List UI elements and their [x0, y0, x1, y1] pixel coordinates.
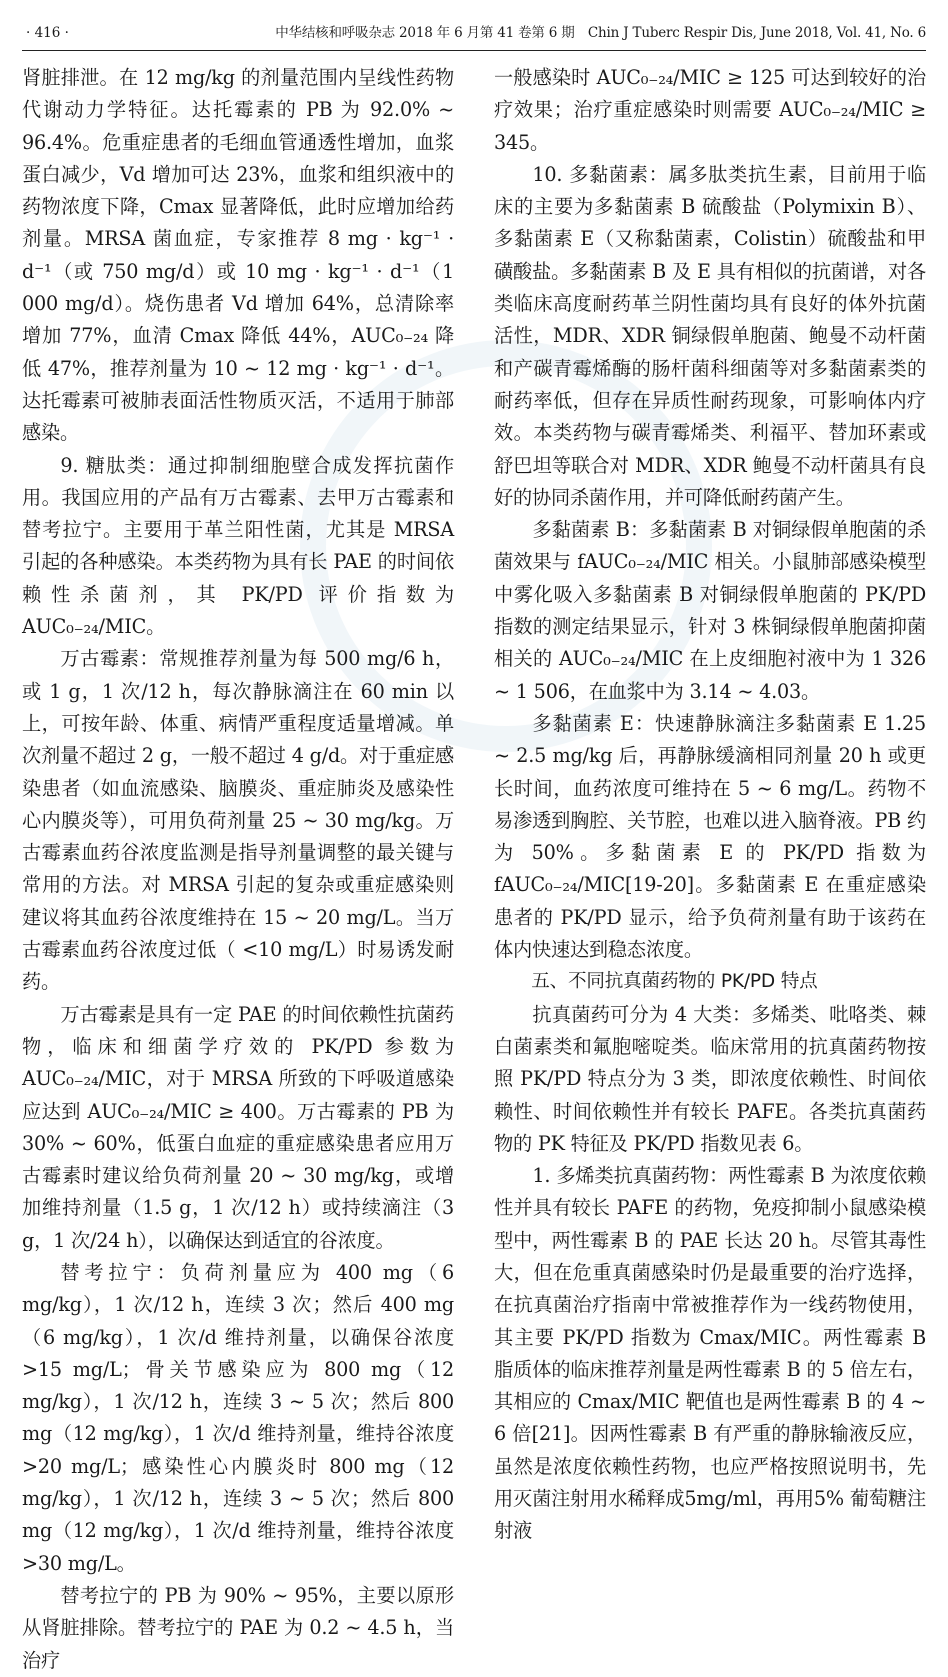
paragraph: 替考拉宁的 PB 为 90% ~ 95%，主要以原形从肾脏排除。替考拉宁的 PAE 为 0.2 ~ 4.5 h，当治疗	[22, 1583, 454, 1672]
paragraph: 多黏菌素 E：快速静脉滴注多黏菌素 E 1.25 ~ 2.5 mg/kg 后，再静脉缓滴相同剂量 20 h 或更长时间，血药浓度可维持在 5 ~ 6 mg/L。药物不易渗透到胸腔、关节腔，也难以进入脑脊液。PB 约为 50%。多黏菌素 E 的 PK/PD 指数为 fAUC₀₋₂₄/MIC[19-20]。多黏菌素 E 在重症感染患者的 PK/PD 显示，给予负荷剂量有助于该药在体内快速达到稳态浓度。	[494, 711, 926, 962]
right-column	[494, 62, 926, 1548]
paragraph: 多黏菌素 B：多黏菌素 B 对铜绿假单胞菌的杀菌效果与 fAUC₀₋₂₄/MIC 相关。小鼠肺部感染模型中雾化吸入多黏菌素 B 对铜绿假单胞菌的 PK/PD 指数的测定结果显示，针对 3 株铜绿假单胞菌抑菌相关的 AUC₀₋₂₄/MIC 在上皮细胞衬液中为 1 326 ~ 1 506，在血浆中为 3.14 ~ 4.03。	[494, 518, 926, 703]
left-column	[22, 62, 454, 1677]
paragraph: 肾脏排泄。在 12 mg/kg 的剂量范围内呈线性药物代谢动力学特征。达托霉素的 PB 为 92.0% ~ 96.4%。危重症患者的毛细血管通透性增加，血浆蛋白减少，Vd 增加可达 23%，血浆和组织液中的药物浓度下降，Cmax 显著降低，此时应增加给药剂量。MRSA 菌血症，专家推荐 8 mg · kg⁻¹ · d⁻¹（或 750 mg/d）或 10 mg · kg⁻¹ · d⁻¹（1 000 mg/d）。烧伤患者 Vd 增加 64%，总清除率增加 77%，血清 Cmax 降低 44%，AUC₀₋₂₄ 降低 47%，推荐剂量为 10 ~ 12 mg · kg⁻¹ · d⁻¹。达托霉素可被肺表面活性物质灭活，不适用于肺部感染。	[22, 66, 454, 445]
paragraph: 一般感染时 AUC₀₋₂₄/MIC ≥ 125 可达到较好的治疗效果；治疗重症感染时则需要 AUC₀₋₂₄/MIC ≥ 345。	[494, 66, 926, 154]
paragraph: 1. 多烯类抗真菌药物：两性霉素 B 为浓度依赖性并具有较长 PAFE 的药物，免疫抑制小鼠感染模型中，两性霉素 B 的 PAE 长达 20 h。尽管其毒性大，但在危重真菌感染时仍是最重要的治疗选择，在抗真菌治疗指南中常被推荐作为一线药物使用，其主要 PK/PD 指数为 Cmax/MIC。两性霉素 B 脂质体的临床推荐剂量是两性霉素 B 的 5 倍左右，其相应的 Cmax/MIC 靶值也是两性霉素 B 的 4 ~ 6 倍[21]。因两性霉素 B 有严重的静脉输液反应，虽然是浓度依赖性药物，也应严格按照说明书，先用灭菌注射用水稀释成5mg/ml，再用5% 葡萄糖注射液	[494, 1164, 926, 1543]
paragraph: 万古霉素：常规推荐剂量为每 500 mg/6 h，或 1 g，1 次/12 h，每次静脉滴注在 60 min 以上，可按年龄、体重、病情严重程度适量增减。单次剂量不超过 2 g，一般不超过 4 g/d。对于重症感染患者（如血流感染、脑膜炎、重症肺炎及感染性心内膜炎等），可用负荷剂量 25 ~ 30 mg/kg。万古霉素血药谷浓度监测是指导剂量调整的最关键与常用的方法。对 MRSA 引起的复杂或重症感染则建议将其血药谷浓度维持在 15 ~ 20 mg/L。当万古霉素血药谷浓度过低（ <10 mg/L）时易诱发耐药。	[22, 647, 454, 994]
section-heading: 五、不同抗真菌药物的 PK/PD 特点	[531, 971, 818, 993]
journal-citation: 中华结核和呼吸杂志 2018 年 6 月第 41 卷第 6 期 Chin J Tuberc Respir Dis, June 2018, Vol. 41, No. 6	[275, 25, 926, 41]
paragraph: 9. 糖肽类：通过抑制细胞壁合成发挥抗菌作用。我国应用的产品有万古霉素、去甲万古霉素和替考拉宁。主要用于革兰阳性菌，尤其是 MRSA 引起的各种感染。本类药物为具有长 PAE 的时间依赖性杀菌剂，其 PK/PD 评价指数为 AUC₀₋₂₄/MIC。	[22, 453, 454, 639]
running-header	[26, 20, 926, 46]
paragraph: 10. 多黏菌素：属多肽类抗生素，目前用于临床的主要为多黏菌素 B 硫酸盐（Polymixin B）、多黏菌素 E（又称黏菌素，Colistin）硫酸盐和甲磺酸盐。多黏菌素 B 及 E 具有相似的抗菌谱，对各类临床高度耐药革兰阴性菌均具有良好的体外抗菌活性，MDR、XDR 铜绿假单胞菌、鲍曼不动杆菌和产碳青霉烯酶的肠杆菌科细菌等对多黏菌素类的耐药率低，但存在异质性耐药现象，可影响体内疗效。本类药物与碳青霉烯类、利福平、替加环素或舒巴坦等联合对 MDR、XDR 鲍曼不动杆菌具有良好的协同杀菌作用，并可降低耐药菌产生。	[494, 162, 926, 509]
paragraph: 抗真菌药可分为 4 大类：多烯类、吡咯类、棘白菌素类和氟胞嘧啶类。临床常用的抗真菌药物按照 PK/PD 特点分为 3 类，即浓度依赖性、时间依赖性、时间依赖性并有较长 PAFE。各类抗真菌药物的 PK 特征及 PK/PD 指数见表 6。	[494, 1002, 926, 1155]
page-number: · 416 ·	[26, 25, 69, 41]
paragraph: 万古霉素是具有一定 PAE 的时间依赖性抗菌药物，临床和细菌学疗效的 PK/PD 参数为 AUC₀₋₂₄/MIC，对于 MRSA 所致的下呼吸道感染应达到 AUC₀₋₂₄/MIC ≥ 400。万古霉素的 PB 为 30% ~ 60%，低蛋白血症的重症感染患者应用万古霉素时建议给负荷剂量 20 ~ 30 mg/kg，或增加维持剂量（1.5 g，1 次/12 h）或持续滴注（3 g，1 次/24 h），以确保达到适宜的谷浓度。	[22, 1002, 454, 1252]
paragraph: 替考拉宁：负荷剂量应为 400 mg（6 mg/kg），1 次/12 h，连续 3 次；然后 400 mg（6 mg/kg），1 次/d 维持剂量，以确保谷浓度 >15 mg/L；骨关节感染应为 800 mg（12 mg/kg），1 次/12 h，连续 3 ~ 5 次；然后 800 mg（12 mg/kg），1 次/d 维持剂量，维持谷浓度 >20 mg/L；感染性心内膜炎时 800 mg（12 mg/kg），1 次/12 h，连续 3 ~ 5 次；然后 800 mg（12 mg/kg），1 次/d 维持剂量，维持谷浓度 >30 mg/L。	[22, 1260, 454, 1575]
header-rule	[22, 50, 926, 51]
